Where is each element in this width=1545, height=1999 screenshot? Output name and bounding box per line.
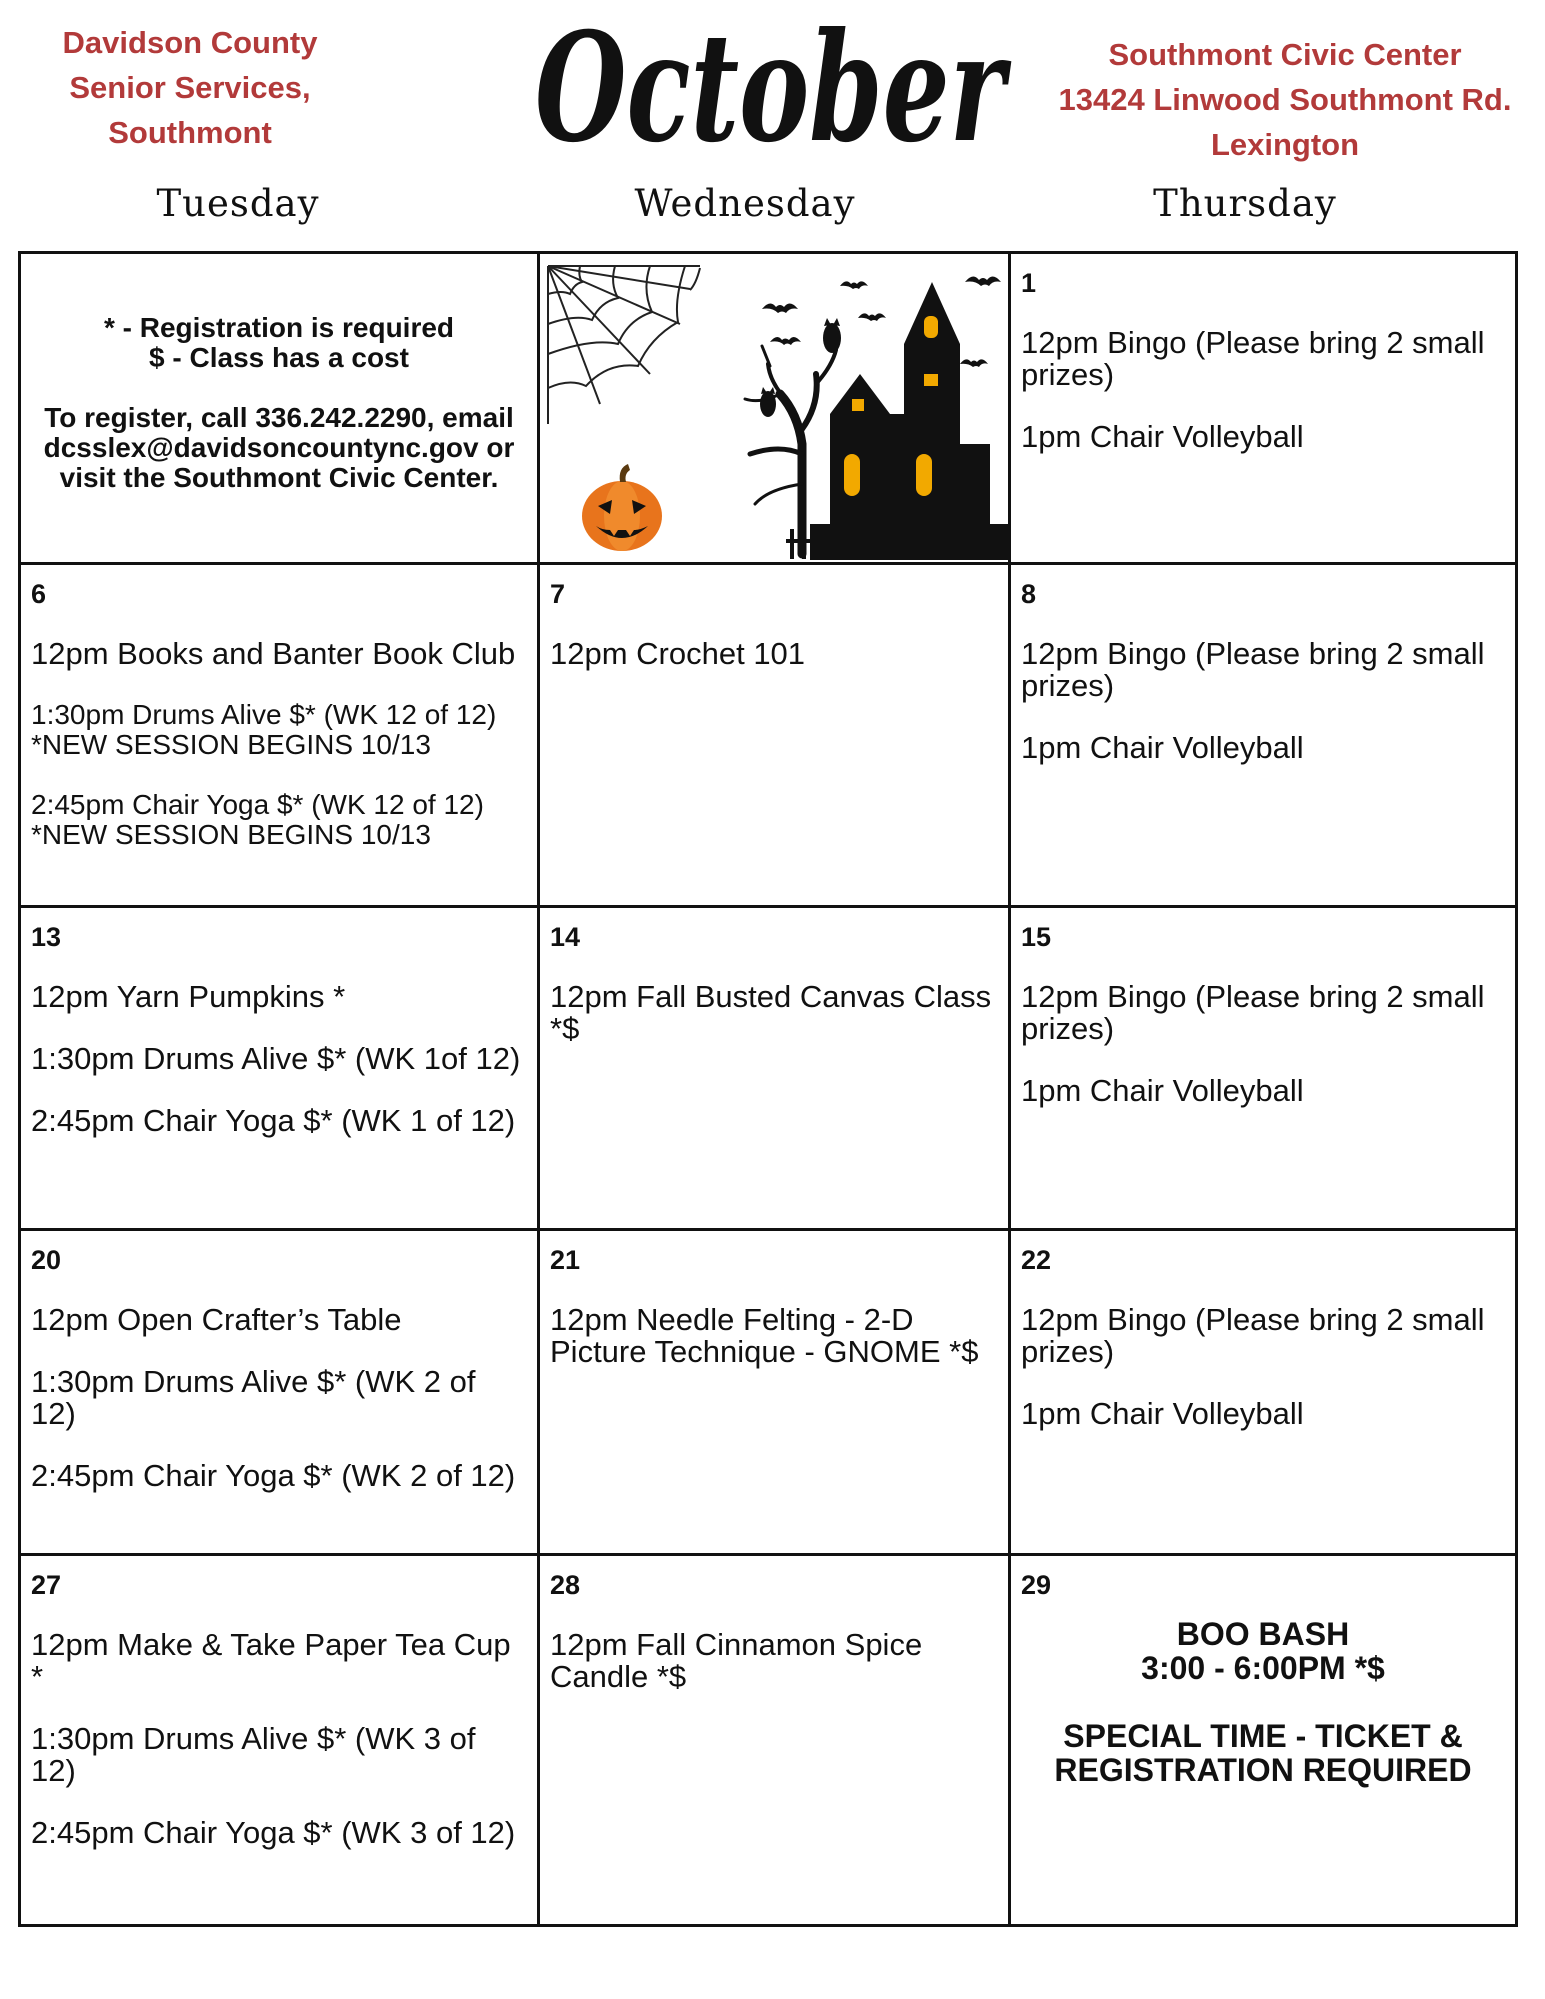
day-cell-27 <box>21 1556 540 1924</box>
event-item: 12pm Fall Busted Canvas Class *$ <box>550 979 992 1046</box>
spider-web-icon <box>548 266 700 424</box>
event-item: 12pm Bingo (Please bring 2 small prizes) <box>1021 325 1485 392</box>
event-item: 2:45pm Chair Yoga $* (WK 12 of 12) *NEW SESSION BEGINS 10/13 <box>31 789 484 850</box>
day-cell-22 <box>1011 1231 1515 1556</box>
day-cell-21 <box>540 1231 1011 1556</box>
bats-icon <box>762 276 1001 367</box>
event-item: 2:45pm Chair Yoga $* (WK 2 of 12) <box>31 1458 516 1493</box>
organization-name: Davidson County Senior Services, Southmont <box>62 25 318 150</box>
halloween-illustration-cell <box>540 254 1011 565</box>
event-item: 12pm Make & Take Paper Tea Cup * <box>31 1627 511 1694</box>
calendar-grid <box>18 251 1518 1927</box>
day-cell-20 <box>21 1231 540 1556</box>
jack-o-lantern-icon <box>582 464 662 551</box>
legend-required: * - Registration is required <box>103 312 455 343</box>
event-item: 12pm Books and Banter Book Club <box>31 636 516 671</box>
day-cell-8 <box>1011 565 1515 908</box>
day-header-thursday: Thursday <box>1153 182 1337 225</box>
haunted-house-icon <box>786 282 1008 560</box>
month-title-text: October <box>535 10 1012 176</box>
day-header-wednesday: Wednesday <box>634 182 856 225</box>
event-item: 12pm Fall Cinnamon Spice Candle *$ <box>550 1627 923 1694</box>
event-item: 1pm Chair Volleyball <box>1021 1396 1304 1431</box>
event-item: 1:30pm Drums Alive $* (WK 2 of 12) <box>31 1364 476 1431</box>
event-item: 12pm Bingo (Please bring 2 small prizes) <box>1021 1302 1485 1369</box>
day-number: 13 <box>31 922 62 952</box>
event-item: 2:45pm Chair Yoga $* (WK 3 of 12) <box>31 1815 516 1850</box>
day-cell-15 <box>1011 908 1515 1231</box>
event-item: 1:30pm Drums Alive $* (WK 3 of 12) <box>31 1721 476 1788</box>
legend-cost: $ - Class has a cost <box>149 342 409 373</box>
day-number: 22 <box>1021 1245 1052 1275</box>
info-cell <box>21 254 540 565</box>
day-number: 28 <box>550 1570 581 1600</box>
event-item: 12pm Crochet 101 <box>550 636 806 671</box>
day-number: 20 <box>31 1245 62 1275</box>
boo-bash-event <box>1021 1617 1505 1787</box>
register-instructions: To register, call 336.242.2290, email dcsslex@davidsoncountync.gov or visit the Southmont Civic Center. <box>43 402 515 493</box>
event-note: SPECIAL TIME - TICKET & REGISTRATION REQUIRED <box>1054 1718 1472 1788</box>
event-item: 12pm Bingo (Please bring 2 small prizes) <box>1021 979 1485 1046</box>
day-number: 15 <box>1021 922 1052 952</box>
day-number: 8 <box>1021 579 1037 609</box>
day-cell-28 <box>540 1556 1011 1924</box>
day-cell-1 <box>1011 254 1515 565</box>
day-number: 21 <box>550 1245 581 1275</box>
halloween-illustration <box>540 254 1008 562</box>
day-number: 27 <box>31 1570 62 1600</box>
event-item: 12pm Needle Felting - 2-D Picture Technique - GNOME *$ <box>550 1302 979 1369</box>
day-number: 6 <box>31 579 47 609</box>
event-item: 1pm Chair Volleyball <box>1021 730 1304 765</box>
day-cell-13 <box>21 908 540 1231</box>
bare-tree-icon <box>745 346 836 554</box>
event-item: 1pm Chair Volleyball <box>1021 419 1304 454</box>
event-item: 1:30pm Drums Alive $* (WK 1of 12) <box>31 1041 521 1076</box>
day-number: 1 <box>1021 268 1037 298</box>
event-time: 3:00 - 6:00PM *$ <box>1141 1650 1385 1686</box>
month-title <box>520 10 1020 185</box>
event-item: 1pm Chair Volleyball <box>1021 1073 1304 1108</box>
event-item: 12pm Bingo (Please bring 2 small prizes) <box>1021 636 1485 703</box>
day-number: 29 <box>1021 1570 1052 1600</box>
event-item: 2:45pm Chair Yoga $* (WK 1 of 12) <box>31 1103 516 1138</box>
day-cell-6 <box>21 565 540 908</box>
event-item: 12pm Open Crafter’s Table <box>31 1302 402 1337</box>
registration-info <box>31 268 527 493</box>
day-cell-14 <box>540 908 1011 1231</box>
event-item: 12pm Yarn Pumpkins * <box>31 979 346 1014</box>
day-header-tuesday: Tuesday <box>156 182 320 225</box>
day-cell-29 <box>1011 1556 1515 1924</box>
event-title: BOO BASH <box>1176 1616 1350 1652</box>
venue-address: Southmont Civic Center 13424 Linwood Southmont Rd. Lexington <box>1058 37 1512 162</box>
day-number: 7 <box>550 579 566 609</box>
day-cell-7 <box>540 565 1011 908</box>
event-item: 1:30pm Drums Alive $* (WK 12 of 12) *NEW SESSION BEGINS 10/13 <box>31 699 497 760</box>
day-number: 14 <box>550 922 581 952</box>
